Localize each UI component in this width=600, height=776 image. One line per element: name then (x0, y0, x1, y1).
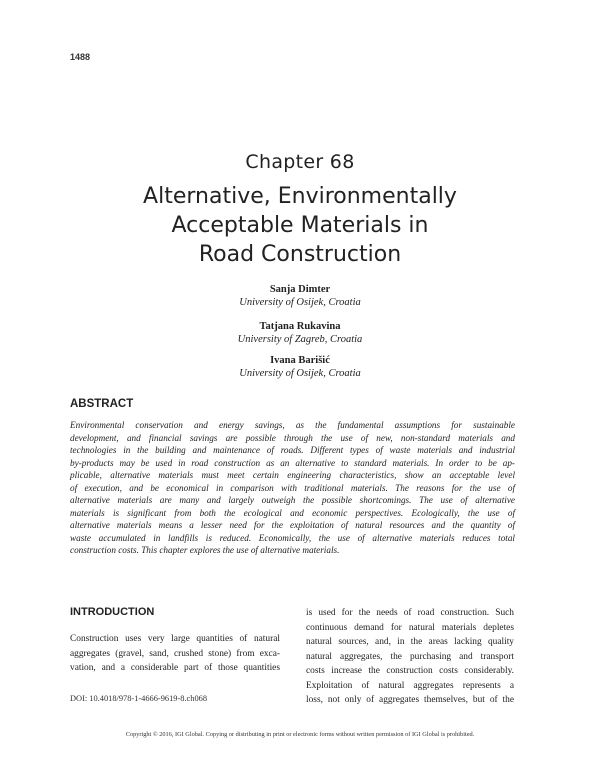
author-name: Sanja Dimter (269, 284, 331, 295)
copyright-notice: Copyright © 2016, IGI Global. Copying or distributing in print or electronic forms without written permission of IGI Global is prohibited. (125, 731, 475, 738)
body-line: aggregates (gravel, sand, crushed stone) from exca- (70, 648, 280, 659)
chapter-label: Chapter 68 (245, 151, 355, 173)
abstract-line: materials is significant from both the ecological and economic perspectives. Ecologically, the use of (70, 507, 515, 518)
body-line: is used for the needs of road construction. Such (306, 608, 514, 618)
title-line: Road Construction (198, 242, 402, 267)
body-line: Construction uses very large quantities of natural (70, 634, 280, 644)
author-affiliation: University of Osijek, Croatia (239, 297, 361, 308)
body-line: costs increase the construction costs considerably. (306, 666, 514, 676)
body-line: vation, and a considerable part of those quantities (70, 663, 280, 673)
body-line: loss, not only of aggregates themselves, but of the (306, 695, 514, 705)
author-block (0, 283, 600, 309)
author-block (0, 320, 600, 346)
doi-text: DOI: 10.4018/978-1-4666-9619-8.ch068 (70, 694, 208, 703)
author-affiliation: University of Zagreb, Croatia (237, 334, 363, 345)
abstract-line: by-products may be used in road construction as an alternative to standard materials. In order to be ap- (70, 457, 515, 468)
title-line: Alternative, Environmentally (143, 184, 457, 209)
body-line: Exploitation of natural aggregates represents a (306, 680, 514, 691)
abstract-line: alternative materials means a lesser need for the exploitation of natural resources and the quantity of (70, 520, 515, 530)
abstract-line: plicable, alternative materials must meet certain engineering characteristics, show an acceptable level (70, 470, 515, 480)
introduction-right-column (306, 606, 514, 708)
introduction-heading: INTRODUCTION (70, 606, 155, 618)
abstract-line: Environmental conservation and energy savings, as the fundamental assumptions for sustainable (70, 420, 515, 430)
abstract-line: technologies in the building and maintenance of roads. Different types of waste materials and industrial (70, 445, 515, 455)
abstract-line: development, and financial savings are possible through the use of new, non-standard materials and (70, 432, 515, 443)
introduction-left-column (70, 632, 280, 676)
chapter-title (60, 182, 540, 269)
author-block (0, 354, 600, 380)
body-line: natural aggregates, the purchasing and transport (306, 651, 514, 662)
page-number: 1488 (70, 52, 91, 62)
abstract-line: waste accumulated in landfills is reduced. Economically, the use of alternative materials reduces total (70, 532, 515, 543)
title-line: Acceptable Materials in (171, 213, 429, 238)
body-line: natural sources, and, in the areas lacking quality (306, 637, 514, 647)
abstract-heading: ABSTRACT (70, 398, 134, 410)
abstract-line: of execution, and be economical in comparison with traditional materials. The reasons for the use of (70, 482, 515, 493)
author-name: Ivana Barišić (270, 355, 330, 366)
abstract-line: construction costs. This chapter explores the use of alternative materials. (70, 545, 340, 555)
author-name: Tatjana Rukavina (259, 321, 341, 332)
abstract-body (70, 419, 515, 557)
abstract-line: alternative materials are many and largely outweigh the possible shortcomings. The use of alternative (70, 495, 515, 505)
body-line: continuous demand for natural materials depletes (306, 622, 514, 633)
author-affiliation: University of Osijek, Croatia (239, 368, 361, 379)
